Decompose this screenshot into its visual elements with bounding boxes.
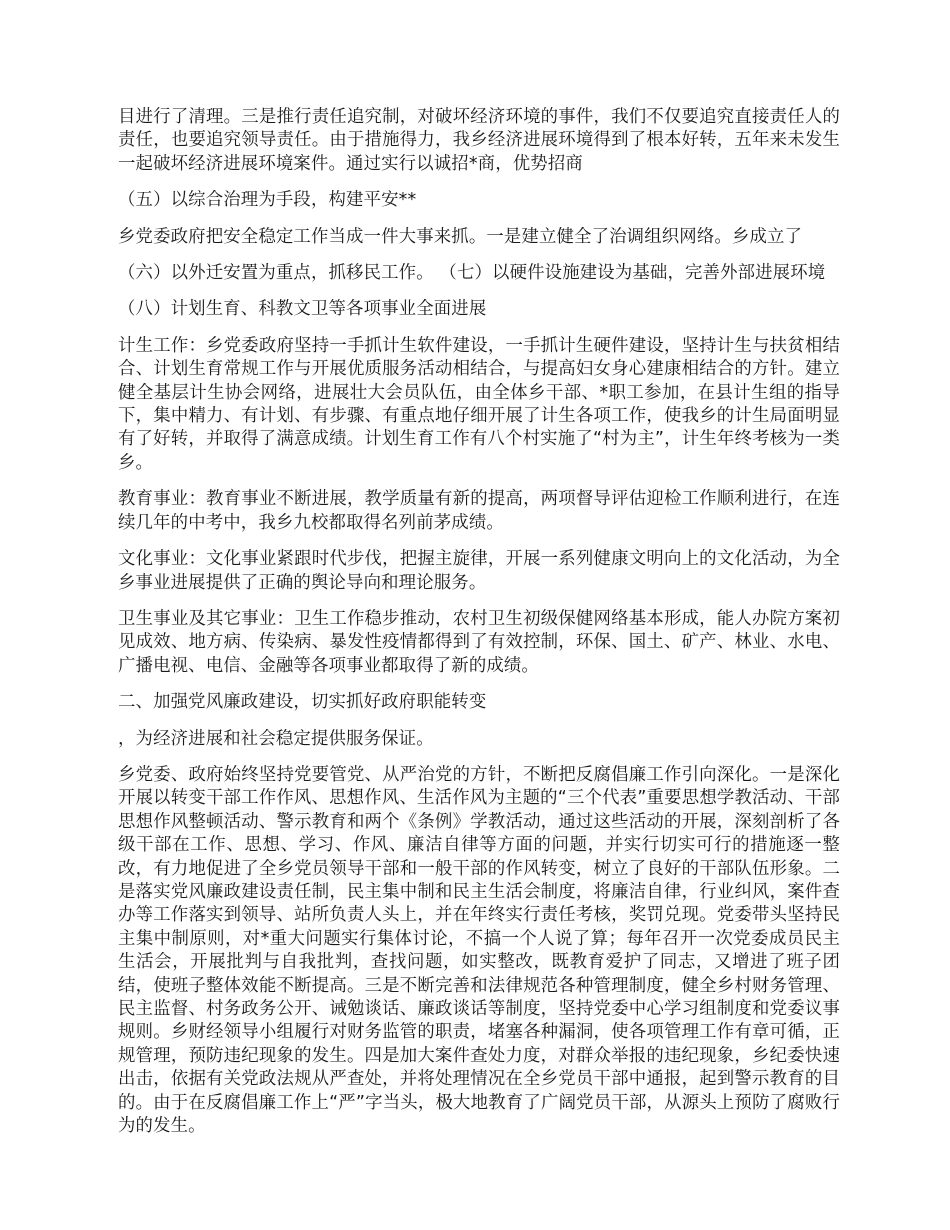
paragraph: 乡党委政府把安全稳定工作当成一件大事来抓。一是建立健全了治调组织网络。乡成立了 — [118, 226, 803, 247]
paragraph: 目进行了清理。三是推行责任追究制，对破坏经济环境的事件，我们不仅要追究直接责任人的责任，也要追究领导责任。由于措施得力，我乡经济进展环境得到了根本好转，五年来未发生一起破坏经济进展环境案件。通过实行以诚招*商，优势招商 — [118, 107, 840, 174]
paragraph: 文化事业：文化事业紧跟时代步伐，把握主旋律，开展一系列健康文明向上的文化活动，为全乡事业进展提供了正确的舆论导向和理论服务。 — [118, 549, 840, 593]
paragraph: ，为经济进展和社会稳定提供服务保证。 — [118, 728, 434, 749]
document-page — [118, 106, 840, 1151]
section-heading: （八）计划生育、科教文卫等各项事业全面进展 — [118, 299, 487, 320]
section-heading: （六）以外迁安置为重点，抓移民工作。 （七）以硬件设施建设为基础，完善外部进展环境 — [118, 263, 826, 284]
paragraph: 计生工作：乡党委政府坚持一手抓计生软件建设，一手抓计生硬件建设，坚持计生与扶贫相结合、计划生育常规工作与开展优质服务活动相结合，与提高妇女身心建康相结合的方针。建立健全基层计生协会网络，进展壮大会员队伍，由全体乡干部、*职工参加，在县计生组的指导下，集中精力、有计划、有步骤、有重点地仔细开展了计生各项工作，使我乡的计生局面明显有了好转，并取得了满意成绩。计划生育工作有八个村实施了“村为主”，计生年终考核为一类乡。 — [118, 335, 840, 473]
section-heading: 二、加强党风廉政建设，切实抓好政府职能转变 — [118, 692, 487, 713]
section-heading: （五）以综合治理为手段，构建平安** — [118, 190, 417, 211]
paragraph: 卫生事业及其它事业：卫生工作稳步推动，农村卫生初级保健网络基本形成，能人办院方案初见成效、地方病、传染病、暴发性疫情都得到了有效控制，环保、国土、矿产、林业、水电、广播电视、电信、金融等各项事业都取得了新的成绩。 — [118, 608, 840, 676]
paragraph: 教育事业：教育事业不断进展，教学质量有新的提高，两项督导评估迎检工作顺利进行，在连续几年的中考中，我乡九校都取得名列前茅成绩。 — [118, 489, 840, 533]
paragraph: 乡党委、政府始终坚持党要管党、从严治党的方针，不断把反腐倡廉工作引向深化。一是深化开展以转变干部工作作风、思想作风、生活作风为主题的“三个代表”重要思想学教活动、干部思想作风整顿活动、警示教育和两个《条例》学教活动，通过这些活动的开展，深刻剖析了各级干部在工作、思想、学习、作风、廉洁自律等方面的问题，并实行切实可行的措施逐一整改，有力地促进了全乡党员领导干部和一般干部的作风转变，树立了良好的干部队伍形象。二是落实党风廉政建设责任制，民主集中制和民主生活会制度，将廉洁自律，行业纠风，案件查办等工作落实到领导、站所负责人头上，并在年终实行责任考核，奖罚兑现。党委带头坚持民主集中制原则，对*重大问题实行集体讨论，不搞一个人说了算；每年召开一次党委成员民主生活会，开展批判与自我批判，查找问题，如实整改，既教育爱护了同志，又增进了班子团结，使班子整体效能不断提高。三是不断完善和法律规范各种管理制度，健全乡村财务管理、民主监督、村务政务公开、诫勉谈话、廉政谈话等制度，坚持党委中心学习组制度和党委议事规则。乡财经领导小组履行对财务监管的职责，堵塞各种漏洞，使各项管理工作有章可循，正规管理，预防违纪现象的发生。四是加大案件查处力度，对群众举报的违纪现象，乡纪委快速出击，依据有关党政法规从严查处，并将处理情况在全乡党员干部中通报，起到警示教育的目的。由于在反腐倡廉工作上“严”字当头，极大地教育了广阔党员干部，从源头上预防了腐败行为的发生。 — [118, 764, 840, 1137]
